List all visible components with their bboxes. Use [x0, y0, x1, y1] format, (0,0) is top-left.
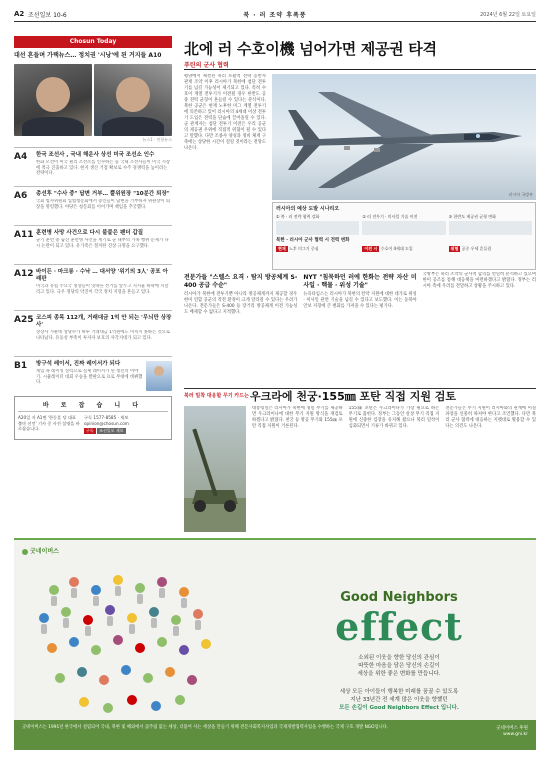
story-page-code: A4: [14, 152, 28, 162]
article-column: NYT "침묵하던 러에 한화는 전략 자산 미사일 · 핵물 · 위성 기술" 뉴욕타임스는 러시아가 북한의 탄약 지원에 대한 대가로 위성 · 미사일 관련 기술을 넘길 수 있다고 보도했다. 이는 동북아 안보 지형에 큰 변화를 가져올 수 있다는 평가다.: [303, 274, 417, 309]
story-text: 군기 훈련 중 숨진 훈련병 사건을 계기로 군 내부의 가혹 행위 문제가 다시 논란이 되고 있다. 유가족은 철저한 진상 규명을 요구했다.: [36, 238, 169, 249]
ad-title: Good Neighbors: [340, 590, 458, 605]
page-number: A2: [14, 10, 25, 18]
story-item[interactable]: [14, 356, 172, 391]
corrections-box: [14, 396, 172, 440]
lead-story-title[interactable]: 대선 흔들며 가택뉴스… 정치권 '시낭'에 된 거지들 A10: [14, 52, 162, 59]
article-column: 국방부는 북러 조약의 군사적 함의를 면밀히 분석하고 있으며 한미 공조를 통해 대응책을 마련하겠다고 밝혔다. 정부는 러시아 측에 우려를 전달하고 상황을 주시하고 있다.: [422, 272, 536, 289]
infographic-subtitle: 북한 · 러시아 군사 협력 시 전력 변화: [276, 238, 350, 243]
story-page-code: A11: [14, 230, 34, 240]
story-text: 상장사 가운데 상당수가 하루 거래대금 1억원에도 미치지 못하는 것으로 나타났다. 유동성 부족이 투자자 보호의 사각지대가 되고 있다.: [36, 330, 171, 341]
secondary-headline: 우크라에 천궁·155㎜ 포탄 직접 지원 검토: [250, 390, 457, 403]
fighter-jet-photo: [272, 74, 536, 200]
story-text: 미국과 유럽 주요국 정상들이 잇따른 선거를 앞두고 지지율 하락에 시달리고 있다. 극우 정당의 약진이 각국 정치 지형을 흔들고 있다.: [36, 284, 169, 295]
ad-message: 소외된 이웃을 향한 당신의 관심이 따뜻한 마음을 담은 당신의 손길이 세상을 위한 좋은 변화를 만듭니다.: [357, 655, 441, 677]
racer-photo: [146, 361, 172, 391]
jet-photo-credit: 러시아 국방부: [508, 192, 533, 197]
story-text: 한화 오션이 미국 필리 조선소를 인수하는 등 국내 조선사들이 미국 시장에 적극 진출하고 있다. 현지 생산 거점 확보로 수주 경쟁력을 높이려는 전략이다.: [36, 160, 171, 176]
story-title[interactable]: 총선후 "수사 중" 답변 거부… 뿔위원장 "10분간 퇴장": [36, 191, 170, 197]
photo-credit: 뉴스1 · 연합뉴스: [142, 137, 172, 142]
artillery-illustration: [184, 406, 246, 532]
portrait-photo-right: [94, 64, 172, 136]
subscribe-tag[interactable]: 구독: [86, 428, 94, 433]
subheading: NYT "침묵하던 러에 한화는 전략 자산 미사일 · 핵물 · 위성 기술": [303, 274, 417, 289]
article-column: 전문가들 "스텔스 요격 · 탐지 방공체계 S-400 공급 수순" 러시아가 북한에 전투기뿐 아니라 방공체계까지 제공할 경우 한미 연합 공군의 작전 환경이 크게 달라질 수 있다는 우려가 나온다. 전문가들은 S-400 등 장거리 방공체계 이전 가능성도 배제할 수 없다고 지적했다.: [184, 274, 298, 315]
tip-tag[interactable]: 조선일보 제보: [99, 428, 124, 433]
lead-photos: [14, 64, 172, 136]
correction-text: A20일 자 A1면 '한동훈 당 대표 출마 선언' 기사 중 사진 설명을 바로잡습니다.: [18, 415, 80, 431]
ad-message-2: 세상 모든 아이들이 행복한 미래를 꿈꿀 수 있도록 지난 33년간 전 세계 많은 이웃을 향했던 모든 손길이 Good Neighbors Effect 입니다.: [339, 689, 459, 711]
article-column: 155㎜ 포탄은 우크라이나가 가장 필요로 하는 무기로 꼽힌다. 정부는 그동안 살상 무기 직접 지원에 신중한 입장을 유지해 왔으나 북러 밀착이 심화되면서 기류가 바뀌고 있다.: [348, 406, 440, 429]
secondary-article-row: [252, 406, 536, 532]
corrections-label: 바 로 잡 습 니 다: [18, 400, 168, 412]
article-column: 평양에서 체결된 북러 포괄적 전략 동반자 관계 조약 이후 러시아가 북한에 첨단 전투기를 넘길 가능성이 제기되고 있다. 특히 수호이 계열 전투기가 이전될 경우 한반도 공중 전력 균형이 흔들릴 수 있다는 분석이다. 북한 공군은 현재 노후한 미그 계열 전투기에 의존하고 있어 러시아의 4세대 이상 전투기 도입은 전력을 단숨에 끌어올릴 수 있다. 군 관계자는 첨단 전투기 이전은 우리 공군의 제공권 우위에 직접적 위협이 될 수 있다고 말했다. 다만 조종사 양성과 정비 체계 구축에는 상당한 시간이 걸릴 것이라는 전망도 나온다.: [184, 74, 266, 151]
ad-brand: 굿네이버스: [22, 546, 59, 555]
fighter-jet-illustration: [272, 74, 536, 200]
story-title[interactable]: 바이든 · 마크롱 · 수낙 … 대서양 '위기의 3人' 공포 아래판: [36, 269, 168, 282]
brand-logo-icon: [22, 549, 28, 555]
scenario-stage: ② 러 전투기 · 미사일 기술 이전: [362, 214, 445, 235]
divider: [184, 69, 536, 70]
change-item: 위협 공중 우세 흔들림: [450, 246, 492, 251]
story-text: 게임 속 레이싱 실력으로 실제 레이서가 된 청년의 이야기. 시뮬레이터 대회 우승을 발판으로 프로 무대에 데뷔했다.: [36, 369, 143, 385]
main-kicker: 푸틴의 군사 협력: [184, 62, 229, 69]
ad-footer-link[interactable]: 굿네이버스 후원 www.gni.kr: [496, 726, 528, 737]
article-body-row: [184, 272, 536, 384]
change-item: 이전 시 수호이 4세대 도입: [364, 246, 413, 251]
story-page-code: A6: [14, 191, 28, 201]
subheading: 전문가들 "스텔스 요격 · 탐지 방공체계 S-400 공급 수순": [184, 274, 298, 289]
story-item[interactable]: [14, 264, 172, 306]
story-item[interactable]: [14, 147, 172, 182]
article-column: 전문가들은 무기 지원이 러시아와의 관계에 미칠 파장을 신중히 따져야 한다고 조언했다. 다만 북러 군사 협력에 대응하는 지렛대로 활용할 수 있다는 의견도 나온다.: [445, 406, 537, 429]
story-title[interactable]: 훈련병 사망 사건으로 다시 불붙은 팬더 갑질: [36, 230, 144, 236]
page-header: [14, 8, 536, 22]
story-page-code: A25: [14, 315, 34, 325]
contact-info: 구독 1577-8585 · 제보 opinion@chosun.com: [84, 415, 129, 426]
story-title[interactable]: 코스피 종목 112개, 거래대금 1억 안 되는 '무늬만 상장사': [36, 315, 172, 328]
chosun-today-banner: Chosun Today: [14, 36, 172, 48]
story-item[interactable]: [14, 186, 172, 221]
story-page-code: B1: [14, 361, 28, 371]
portrait-photo-left: [14, 64, 92, 136]
infographic-title: 러시아의 예상 도발 시나리오: [276, 206, 340, 212]
story-item[interactable]: [14, 310, 172, 352]
ad-footer: [14, 720, 536, 750]
story-item[interactable]: [14, 225, 172, 260]
chosun-today-column: [14, 36, 172, 534]
crowd-illustration: [24, 560, 220, 718]
main-headline: 北에 러 수호이機 넘어가면 제공권 타격: [184, 40, 437, 58]
article-column: 대통령실은 러시아가 북한에 정밀 무기를 제공하면 우크라이나에 대한 무기 지원 방식을 재검토하겠다고 밝혔다. 천궁 등 방공 무기와 155㎜ 포탄 직접 지원이 거론된다.: [252, 406, 343, 429]
ad-footer-text: 굿네이버스는 1991년 한국에서 설립되어 국내, 북한 및 해외에서 굶주림 없는 세상, 더불어 사는 세상을 만들기 위해 전문사회복지사업과 국제개발협력사업을 수행하는 국제 구호 개발 NGO입니다.: [22, 725, 389, 730]
story-title[interactable]: 한국 조선사 , 국내 해운사 상선 미국 조선소 인수: [36, 152, 155, 158]
scenario-stage: ① 북 · 러 전략 협력 강화: [276, 214, 359, 235]
artillery-photo: [184, 406, 246, 532]
masthead: 조선일보 10-6: [28, 12, 67, 19]
change-item: 현재 노후 미그기 중심: [278, 246, 319, 251]
story-text: 국회 법사위원회 입법청문회에서 증인들이 답변을 거부하자 위원장이 퇴장을 명령했다. 야당은 청문회를 이어가며 책임을 추궁했다.: [36, 199, 171, 210]
secondary-kicker: 북러 밀착 대응할 무기 카드는: [184, 393, 249, 399]
story-page-code: A12: [14, 269, 34, 279]
story-title[interactable]: 방구석 레이서, 진짜 레이서가 되다: [36, 361, 121, 367]
scenario-stage: ③ 한반도 제공권 균형 변화: [449, 214, 532, 235]
issue-date: 2024년 6월 22일 토요일: [479, 12, 536, 18]
section-title: 북 · 러 조약 후폭풍: [243, 12, 307, 19]
ad-effect-wordmark: effect: [335, 604, 463, 649]
good-neighbors-ad[interactable]: [14, 538, 536, 720]
scenario-infographic: [272, 202, 536, 270]
